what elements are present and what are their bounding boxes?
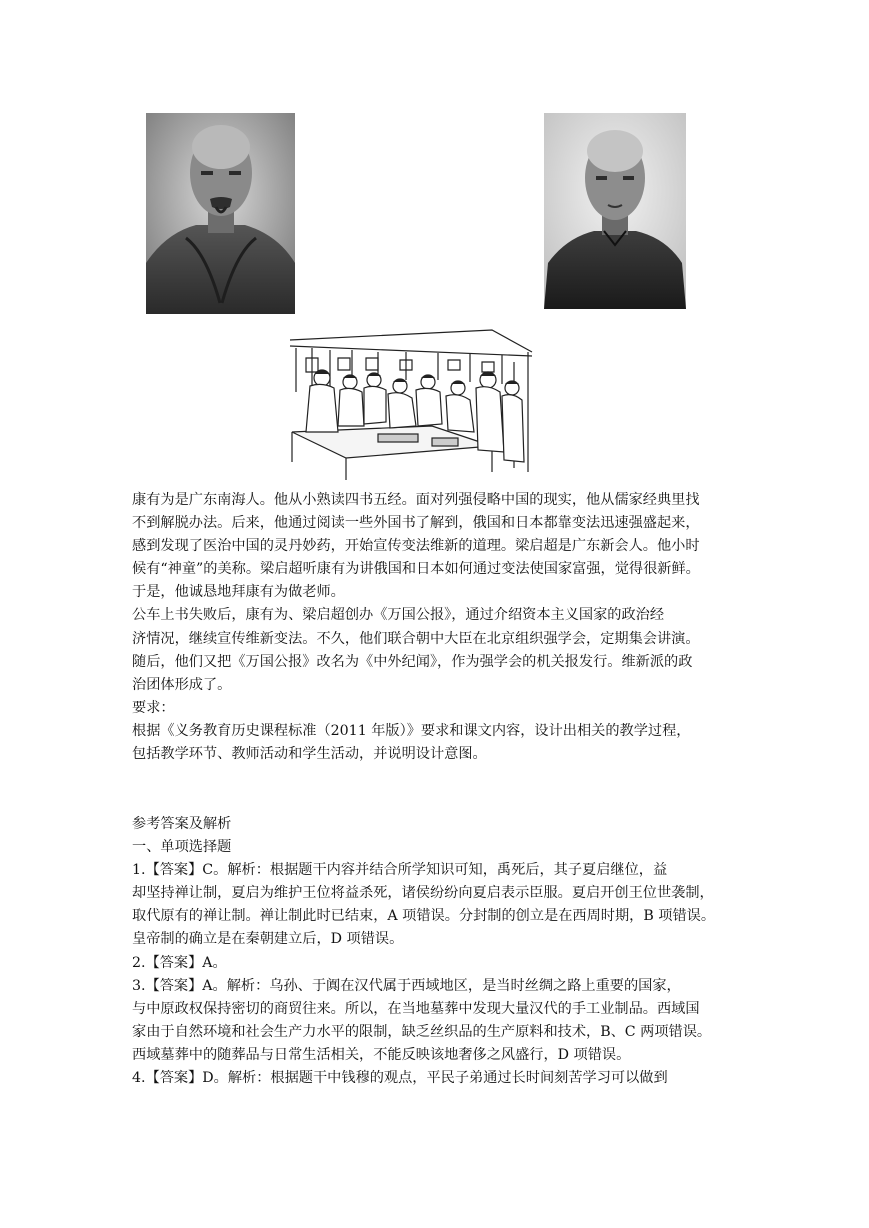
answer-line: 4.【答案】D。解析：根据题干中钱穆的观点，平民子弟通过长时间刻苦学习可以做到 bbox=[132, 1070, 668, 1087]
answer-line: 与中原政权保持密切的商贸往来。所以，在当地墓葬中发现大量汉代的手工业制品。西域国 bbox=[132, 1000, 700, 1017]
passage-line: 于是，他诚恳地拜康有为做老师。 bbox=[132, 584, 345, 601]
answers-heading: 参考答案及解析 bbox=[132, 816, 232, 832]
line-drawing-illustration bbox=[282, 322, 544, 484]
answer-line: 家由于自然环境和社会生产力水平的限制，缺乏丝织品的生产原料和技术，B、C 两项错误。 bbox=[132, 1023, 712, 1040]
answer-line: 3.【答案】A。解析：乌孙、于阗在汉代属于西域地区，是当时丝绸之路上重要的国家， bbox=[132, 977, 681, 994]
requirement-line: 包括教学环节、教师活动和学生活动，并说明设计意图。 bbox=[132, 746, 487, 763]
answer-line: 1.【答案】C。解析：根据题干内容并结合所学知识可知，禹死后，其子夏启继位，益 bbox=[132, 862, 668, 879]
answer-line: 皇帝制的确立是在秦朝建立后，D 项错误。 bbox=[132, 931, 404, 948]
portrait-photo-right bbox=[544, 113, 686, 309]
section-heading: 一、单项选择题 bbox=[132, 839, 232, 856]
answer-line: 2.【答案】A。 bbox=[132, 954, 227, 971]
requirement-line: 根据《义务教育历史课程标准（2011 年版）》要求和课文内容，设计出相关的教学过程， bbox=[132, 722, 691, 739]
passage-line: 济情况，继续宣传维新变法。不久，他们联合朝中大臣在北京组织强学会，定期集会讲演。 bbox=[132, 630, 700, 647]
passage-line: 随后，他们又把《万国公报》改名为《中外纪闻》，作为强学会的机关报发行。维新派的政 bbox=[132, 653, 693, 670]
answer-line: 西域墓葬中的随葬品与日常生活相关，不能反映该地奢侈之风盛行，D 项错误。 bbox=[132, 1046, 631, 1063]
portrait-photo-left bbox=[146, 113, 295, 314]
passage-line: 感到发现了医治中国的灵丹妙药，开始宣传变法维新的道理。梁启超是广东新会人。他小时 bbox=[132, 538, 700, 555]
passage-line: 候有“神童”的美称。梁启超听康有为讲俄国和日本如何通过变法使国家富强，觉得很新鲜。 bbox=[132, 561, 700, 578]
answer-line: 却坚持禅让制，夏启为维护王位将益杀死，诸侯纷纷向夏启表示臣服。夏启开创王位世袭制， bbox=[132, 885, 714, 902]
passage-text bbox=[132, 489, 742, 766]
passage-line: 公车上书失败后，康有为、梁启超创办《万国公报》，通过介绍资本主义国家的政治经 bbox=[132, 607, 665, 624]
passage-line: 康有为是广东南海人。他从小熟读四书五经。面对列强侵略中国的现实，他从儒家经典里找 bbox=[132, 492, 700, 508]
passage-line: 治团体形成了。 bbox=[132, 676, 232, 693]
answer-section bbox=[132, 813, 742, 1090]
passage-line: 不到解脱办法。后来，他通过阅读一些外国书了解到，俄国和日本都靠变法迅速强盛起来， bbox=[132, 515, 700, 532]
requirement-heading: 要求： bbox=[132, 699, 175, 716]
answer-line: 取代原有的禅让制。禅让制此时已结束，A 项错误。分封制的创立是在西周时期，B 项错误。 bbox=[132, 908, 716, 925]
